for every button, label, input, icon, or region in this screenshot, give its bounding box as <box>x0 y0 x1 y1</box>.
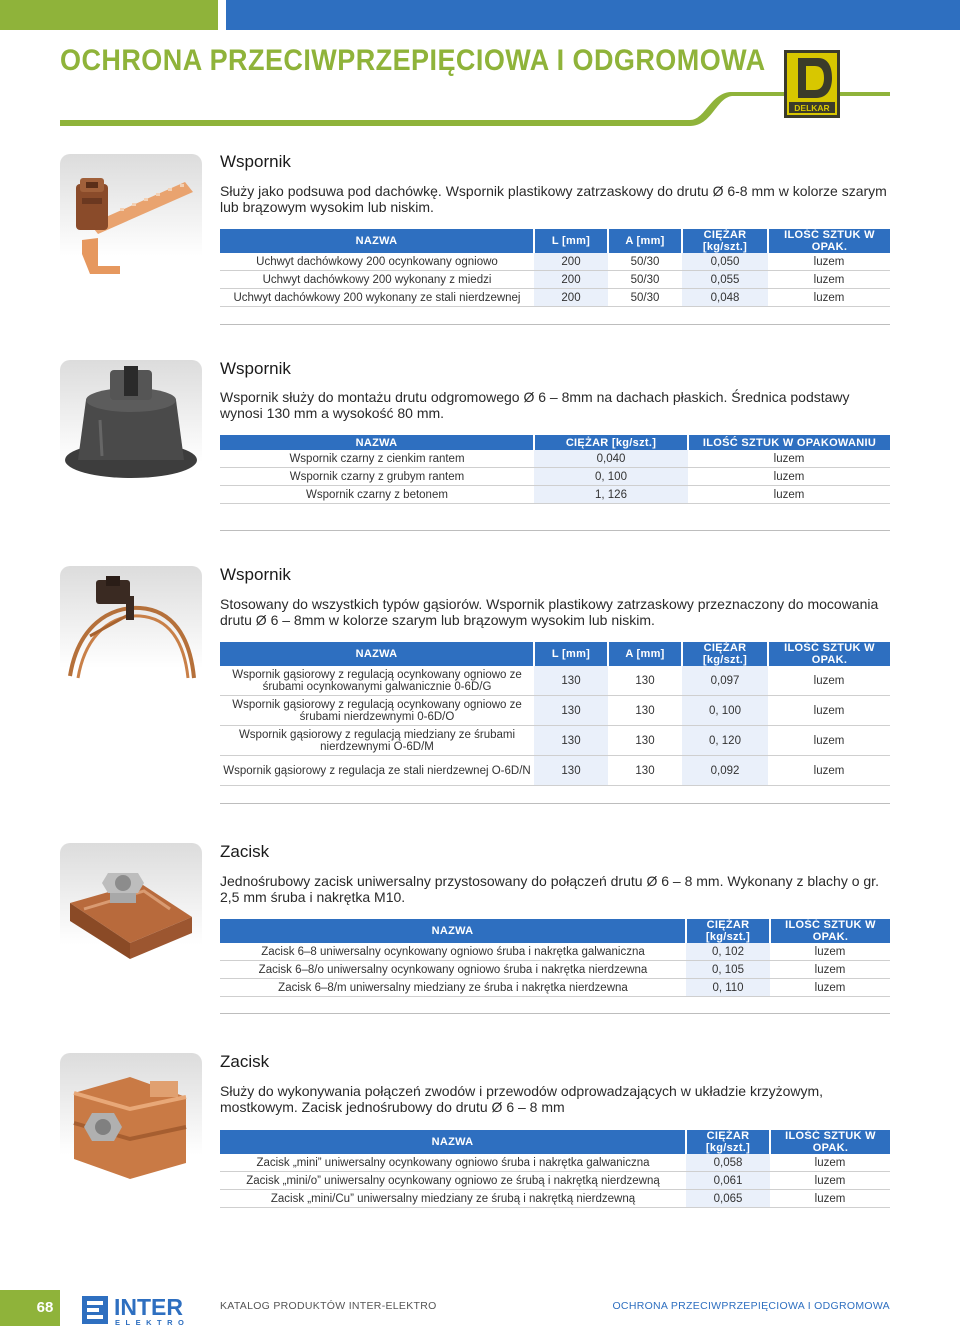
table-cell: 130 <box>534 756 608 786</box>
table-row <box>220 1172 890 1190</box>
table-cell: Wspornik gąsiorowy z regulacją miedziany ze śrubami nierdzewnymi O-6D/M <box>220 726 534 756</box>
table-cell: luzem <box>768 756 890 786</box>
table-cell: luzem <box>770 961 890 979</box>
table-cell: 0,061 <box>686 1172 770 1190</box>
table-row <box>220 486 890 504</box>
column-header: NAZWA <box>220 435 534 450</box>
section-divider <box>220 324 890 325</box>
spec-table <box>220 919 890 997</box>
table-cell: 0, 102 <box>686 943 770 961</box>
table-cell: 0,058 <box>686 1154 770 1172</box>
svg-text:ELEKTRO: ELEKTRO <box>115 1318 190 1326</box>
table-row <box>220 289 890 307</box>
column-header: NAZWA <box>220 1130 686 1154</box>
spec-table <box>220 229 890 307</box>
table-row <box>220 450 890 468</box>
table-cell: Zacisk 6–8/m uniwersalny miedziany ze śruba i nakrętka nierdzewna <box>220 979 686 997</box>
table-cell: Uchwyt dachówkowy 200 wykonany z miedzi <box>220 271 534 289</box>
table-row <box>220 1190 890 1208</box>
table-row <box>220 961 890 979</box>
table-cell: 0, 110 <box>686 979 770 997</box>
column-header: CIĘŻAR [kg/szt.] <box>682 229 768 253</box>
table-cell: 130 <box>608 756 682 786</box>
table-cell: luzem <box>770 979 890 997</box>
table-cell: Wspornik gąsiorowy z regulacją ocynkowany ogniowo ze śrubami ocynkowanymi galwanicznie 0-6D/G <box>220 666 534 696</box>
table-cell: Zacisk „mini/o” uniwersalny ocynkowany ogniowo ze śrubą i nakrętką nierdzewną <box>220 1172 686 1190</box>
delkar-logo <box>784 50 840 118</box>
table-row <box>220 726 890 756</box>
table-cell: luzem <box>768 726 890 756</box>
product-image-roof-hook <box>60 154 202 290</box>
table-row <box>220 696 890 726</box>
top-bar-blue <box>226 0 960 30</box>
table-cell: 0,092 <box>682 756 768 786</box>
table-cell: 130 <box>534 696 608 726</box>
table-cell: luzem <box>768 253 890 271</box>
table-cell: luzem <box>688 486 890 504</box>
table-cell: luzem <box>768 289 890 307</box>
column-header: CIĘŻAR [kg/szt.] <box>682 642 768 666</box>
column-header: NAZWA <box>220 229 534 253</box>
table-cell: Wspornik gąsiorowy z regulacja ze stali nierdzewnej O-6D/N <box>220 756 534 786</box>
section-title: Zacisk <box>220 1052 270 1071</box>
table-cell: 50/30 <box>608 271 682 289</box>
footer-section-label: OCHRONA PRZECIWPRZEPIĘCIOWA I ODGROMOWA <box>612 1300 890 1312</box>
column-header: CIĘŻAR [kg/szt.] <box>686 1130 770 1154</box>
column-header: A [mm] <box>608 642 682 666</box>
section-title: Wspornik <box>220 152 291 171</box>
table-cell: Zacisk „mini/Cu” uniwersalny miedziany ze śrubą i nakrętką nierdzewną <box>220 1190 686 1208</box>
table-row <box>220 979 890 997</box>
spec-table <box>220 642 890 786</box>
table-cell: Zacisk „mini” uniwersalny ocynkowany ogniowo śruba i nakrętka galwaniczna <box>220 1154 686 1172</box>
table-cell: 50/30 <box>608 253 682 271</box>
page-number-strip <box>0 1290 30 1326</box>
svg-text:INTER: INTER <box>114 1294 183 1320</box>
table-cell: Wspornik czarny z cienkim rantem <box>220 450 534 468</box>
section-title: Zacisk <box>220 842 270 861</box>
product-image-ridge-support <box>60 566 202 702</box>
table-cell: luzem <box>770 1172 890 1190</box>
column-header: ILOŚĆ SZTUK W OPAKOWANIU <box>688 435 890 450</box>
spec-table <box>220 1130 890 1208</box>
table-cell: 50/30 <box>608 289 682 307</box>
table-cell: 0, 100 <box>682 696 768 726</box>
product-image-mini-clamp <box>60 1053 202 1189</box>
top-bar-green <box>0 0 218 30</box>
table-cell: luzem <box>688 450 890 468</box>
table-cell: 0,048 <box>682 289 768 307</box>
product-image-clamp <box>60 843 202 979</box>
table-cell: 0, 105 <box>686 961 770 979</box>
column-header: A [mm] <box>608 229 682 253</box>
table-cell: luzem <box>688 468 890 486</box>
footer-catalog-label: KATALOG PRODUKTÓW INTER-ELEKTRO <box>220 1300 437 1312</box>
section-divider <box>220 530 890 531</box>
column-header: L [mm] <box>534 642 608 666</box>
column-header: L [mm] <box>534 229 608 253</box>
page-number: 68 <box>30 1290 60 1326</box>
table-row <box>220 271 890 289</box>
table-cell: Wspornik czarny z betonem <box>220 486 534 504</box>
table-cell: 0,065 <box>686 1190 770 1208</box>
table-cell: 1, 126 <box>534 486 688 504</box>
column-header: ILOŚĆ SZTUK W OPAK. <box>768 642 890 666</box>
column-header: ILOŚĆ SZTUK W OPAK. <box>770 919 890 943</box>
table-cell: Uchwyt dachówkowy 200 ocynkowany ogniowo <box>220 253 534 271</box>
table-cell: 200 <box>534 271 608 289</box>
table-cell: Zacisk 6–8 uniwersalny ocynkowany ogniowo śruba i nakrętka galwaniczna <box>220 943 686 961</box>
table-cell: 130 <box>608 696 682 726</box>
table-row <box>220 943 890 961</box>
section-description: Wspornik służy do montażu drutu odgromowego Ø 6 – 8mm na dachach płaskich. Średnica podstawy wynosi 130 mm a wysokość 80 mm. <box>220 389 850 421</box>
section-description: Stosowany do wszystkich typów gąsiorów. Wspornik plastikowy zatrzaskowy przeznaczony do mocowania drutu Ø 6 – 8mm w kolorze szarym lub brązowym wysokim lub niskim. <box>220 596 879 628</box>
table-cell: luzem <box>768 271 890 289</box>
table-cell: 0,040 <box>534 450 688 468</box>
section-divider <box>220 803 890 804</box>
table-row <box>220 1154 890 1172</box>
table-cell: 130 <box>608 666 682 696</box>
table-row <box>220 468 890 486</box>
section-description: Służy do wykonywania połączeń zwodów i przewodów odprowadzających w układzie krzyżowym, mostkowym. Zacisk jednośrubowy do drutu Ø 6 – 8 mm <box>220 1083 824 1115</box>
table-cell: 200 <box>534 289 608 307</box>
column-header: CIĘŻAR [kg/szt.] <box>686 919 770 943</box>
inter-elektro-logo <box>82 1290 202 1326</box>
page-title: OCHRONA PRZECIWPRZEPIĘCIOWA I ODGROMOWA <box>60 44 766 77</box>
table-cell: Uchwyt dachówkowy 200 wykonany ze stali nierdzewnej <box>220 289 534 307</box>
table-cell: 200 <box>534 253 608 271</box>
table-cell: luzem <box>768 696 890 726</box>
table-cell: luzem <box>770 943 890 961</box>
table-row <box>220 756 890 786</box>
section-title: Wspornik <box>220 359 291 378</box>
svg-text:DELKAR: DELKAR <box>794 103 830 113</box>
section-title: Wspornik <box>220 565 291 584</box>
column-header: NAZWA <box>220 919 686 943</box>
table-cell: Zacisk 6–8/o uniwersalny ocynkowany ogniowo śruba i nakrętka nierdzewna <box>220 961 686 979</box>
table-cell: Wspornik czarny z grubym rantem <box>220 468 534 486</box>
table-cell: luzem <box>770 1190 890 1208</box>
product-image-flat-roof-support <box>60 360 202 496</box>
column-header: NAZWA <box>220 642 534 666</box>
table-cell: luzem <box>770 1154 890 1172</box>
table-row <box>220 253 890 271</box>
spec-table <box>220 435 890 504</box>
table-cell: 0,055 <box>682 271 768 289</box>
table-cell: 0, 120 <box>682 726 768 756</box>
table-cell: luzem <box>768 666 890 696</box>
table-cell: 0,097 <box>682 666 768 696</box>
table-cell: 130 <box>534 726 608 756</box>
table-cell: 0, 100 <box>534 468 688 486</box>
table-cell: 130 <box>608 726 682 756</box>
section-description: Jednośrubowy zacisk uniwersalny przystosowany do połączeń drutu Ø 6 – 8 mm. Wykonany z blachy o gr. 2,5 mm śruba i nakrętka M10. <box>220 873 879 905</box>
table-row <box>220 666 890 696</box>
column-header: CIĘŻAR [kg/szt.] <box>534 435 688 450</box>
column-header: ILOŚĆ SZTUK W OPAK. <box>770 1130 890 1154</box>
table-cell: 130 <box>534 666 608 696</box>
section-description: Służy jako podsuwa pod dachówkę. Wspornik plastikowy zatrzaskowy do drutu Ø 6-8 mm w kolorze szarym lub brązowym wysokim lub niskim. <box>220 183 887 215</box>
table-cell: Wspornik gąsiorowy z regulacją ocynkowany ogniowo ze śrubami nierdzewnymi 0-6D/O <box>220 696 534 726</box>
section-divider <box>220 1013 890 1014</box>
table-cell: 0,050 <box>682 253 768 271</box>
column-header: ILOŚĆ SZTUK W OPAK. <box>768 229 890 253</box>
